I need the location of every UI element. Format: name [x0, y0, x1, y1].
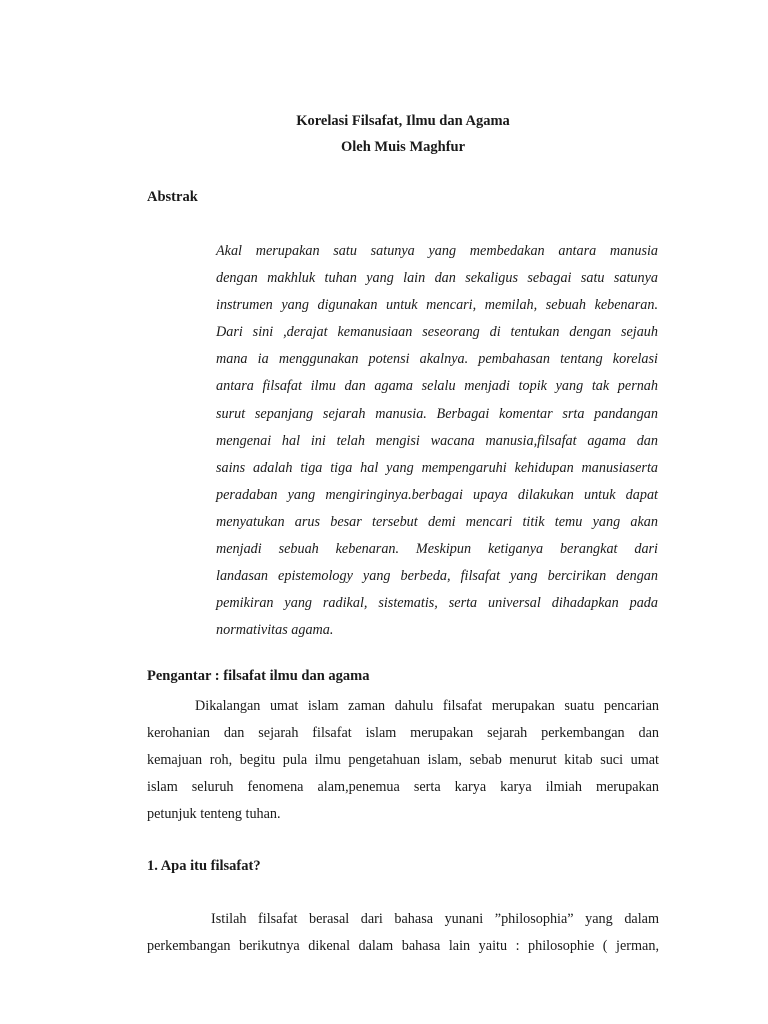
- pengantar-line: Dikalangan umat islam zaman dahulu filsafat merupakan suatu pencarian: [195, 698, 659, 714]
- pengantar-line: kemajuan roh, begitu pula ilmu pengetahuan islam, sebab menurut kitab suci umat: [147, 752, 659, 769]
- pengantar-line: islam seluruh fenomena alam,penemua serta karya karya ilmiah merupakan: [147, 779, 659, 796]
- pengantar-line: petunjuk tenteng tuhan.: [147, 806, 281, 823]
- abstract-line: Dari sini ,derajat kemanusiaan seseorang di tentukan dengan sejauh: [216, 324, 658, 341]
- abstract-paragraph: [216, 238, 658, 644]
- abstract-line: antara filsafat ilmu dan agama selalu menjadi topik yang tak pernah: [216, 378, 658, 395]
- document-author: Oleh Muis Maghfur: [340, 139, 466, 155]
- abstract-line: menyatukan arus besar tersebut demi mencari titik temu yang akan: [216, 513, 658, 530]
- abstract-line: instrumen yang digunakan untuk mencari, memilah, sebuah kebenaran.: [216, 297, 658, 314]
- abstract-line: peradaban yang mengiringinya.berbagai upaya dilakukan untuk dapat: [216, 486, 658, 503]
- pengantar-line: kerohanian dan sejarah filsafat islam merupakan sejarah perkembangan dan: [147, 725, 659, 742]
- abstract-line: landasan epistemology yang berbeda, filsafat yang bercirikan dengan: [216, 568, 658, 585]
- abstract-line: mengenai hal ini telah mengisi wacana manusia,filsafat agama dan: [216, 432, 658, 449]
- section-1-paragraph: [147, 906, 659, 960]
- abstract-line: normativitas agama.: [216, 622, 334, 639]
- section-1-line: perkembangan berikutnya dikenal dalam bahasa lain yaitu : philosophie ( jerman,: [147, 938, 659, 955]
- abstract-line: pemikiran yang radikal, sistematis, serta universal dihadapkan pada: [216, 595, 658, 612]
- abstract-line: menjadi sebuah kebenaran. Meskipun ketiganya berangkat dari: [216, 541, 658, 558]
- abstract-heading: Abstrak: [147, 189, 198, 205]
- abstract-line: Akal merupakan satu satunya yang membedakan antara manusia: [216, 243, 658, 259]
- pengantar-paragraph: [147, 693, 659, 828]
- title-block: [0, 108, 768, 160]
- document-title: Korelasi Filsafat, Ilmu dan Agama: [296, 113, 510, 129]
- abstract-line: mana ia menggunakan potensi akalnya. pembahasan tentang korelasi: [216, 351, 658, 368]
- section-1-heading: 1. Apa itu filsafat?: [147, 858, 261, 874]
- pengantar-heading: Pengantar : filsafat ilmu dan agama: [147, 668, 370, 684]
- abstract-line: surut sepanjang sejarah manusia. Berbagai komentar srta pandangan: [216, 405, 658, 422]
- abstract-line: sains adalah tiga tiga hal yang mempengaruhi kehidupan manusiaserta: [216, 459, 658, 476]
- section-1-line: Istilah filsafat berasal dari bahasa yunani ”philosophia” yang dalam: [211, 911, 659, 927]
- abstract-line: dengan makhluk tuhan yang lain dan sekaligus sebagai satu satunya: [216, 270, 658, 287]
